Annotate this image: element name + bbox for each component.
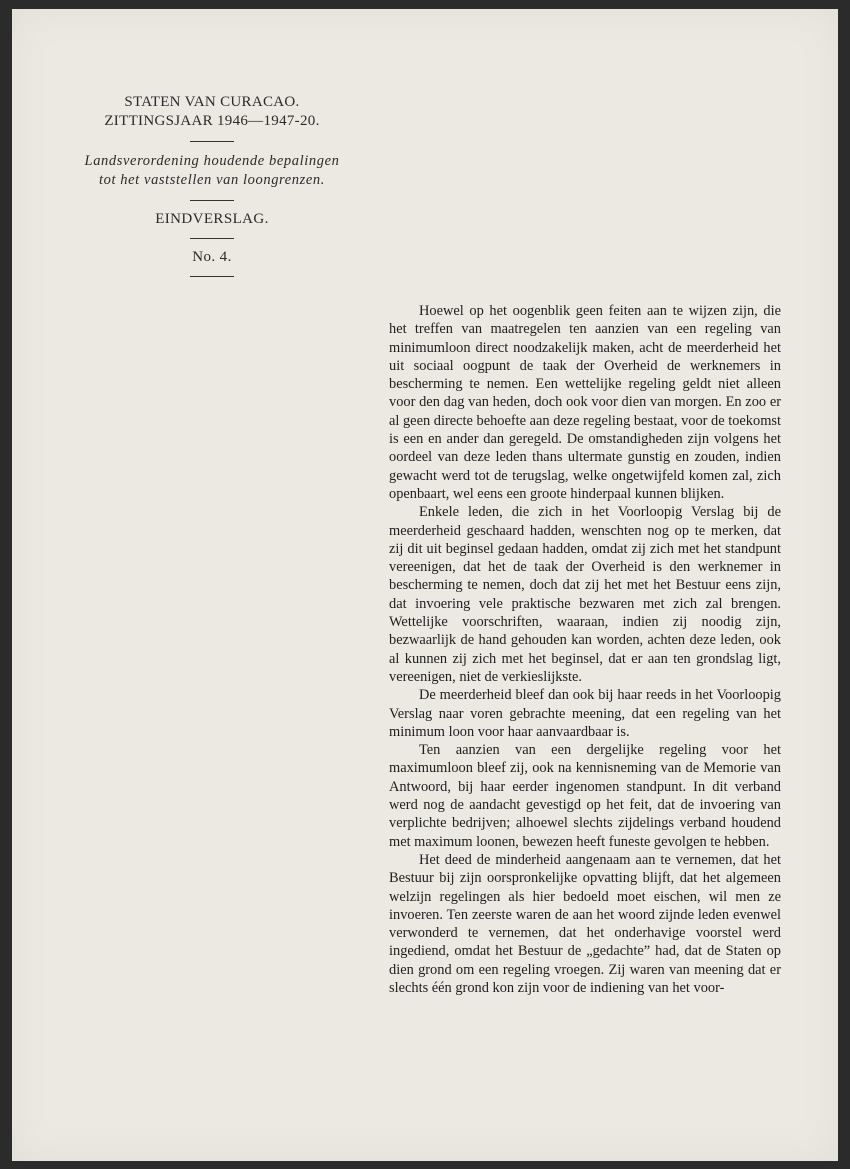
divider bbox=[190, 141, 234, 142]
document-header bbox=[62, 93, 362, 287]
assembly-title: STATEN VAN CURACAO. bbox=[124, 94, 300, 110]
document-number: No. 4. bbox=[192, 249, 232, 265]
paragraph: Het deed de minderheid aangenaam aan te vernemen, dat het Bestuur bij zijn oorspronkelijke opvatting blijft, dat het algemeen welzijn regelingen als hier bedoeld moet eischen, wil men ze invoeren. Ten zeerste waren de aan het woord zijnde leden evenwel verwonderd te vernemen, dat het onderhavige voorstel werd ingediend, omdat het Bestuur de „gedachte” had, dat de Staten op dien grond om een regeling vroegen. Zij waren van meening dat er slechts één grond kon zijn voor de indiening van het voor- bbox=[389, 851, 781, 996]
paragraph: Ten aanzien van een dergelijke regeling voor het maximumloon bleef zij, ook na kennisneming van de Memorie van Antwoord, bij haar eerder ingenomen standpunt. In dit verband werd nog de aandacht gevestigd op het feit, dat de invoering van verplichte bedrijven; alhoewel slechts zijdelings verband houdend met maximum loonen, bewezen heeft funeste gevolgen te hebben. bbox=[389, 742, 781, 850]
subject-line-2: tot het vaststellen van loongrenzen. bbox=[98, 172, 326, 188]
divider bbox=[190, 200, 234, 201]
paragraph: De meerderheid bleef dan ook bij haar reeds in het Voorloopig Verslag naar voren gebrachte meening, dat een regeling van het minimum loon voor haar aanvaardbaar is. bbox=[389, 687, 781, 740]
document-page bbox=[12, 9, 838, 1161]
report-type: EINDVERSLAG. bbox=[155, 211, 269, 227]
divider bbox=[190, 238, 234, 239]
paragraph: Enkele leden, die zich in het Voorloopig Verslag bij de meerderheid geschaard hadden, wenschten nog op te merken, dat zij dit uit beginsel gedaan hadden, omdat zij zich met het standpunt vereenigen, dat het de taak der Overheid is den werknemer in bescherming te nemen, doch dat zij het met het Bestuur eens zijn, dat invoering vele praktische bezwaren met zich zal brengen. Wettelijke voorschriften, waaraan, indien zij noodig zijn, bezwaarlijk de hand gehouden kan worden, achten deze leden, ook al kunnen zij zich met het beginsel, dat er aan ten grondslag ligt, vereenigen, niet de verkieslijkste. bbox=[389, 504, 781, 685]
subject-line-1: Landsverordening houdende bepalingen bbox=[84, 153, 340, 169]
session-year: ZITTINGSJAAR 1946—1947-20. bbox=[104, 113, 320, 129]
divider bbox=[190, 276, 234, 277]
paragraph: Hoewel op het oogenblik geen feiten aan te wijzen zijn, die het treffen van maatregelen ten aanzien van een regeling van minimumloon direct noodzakelijk maken, acht de meerderheid het uit sociaal oogpunt de taak der Overheid de werknemers in bescherming te nemen. Een wettelijke regeling geldt niet alleen voor den dag van heden, doch ook voor dien van morgen. En zoo er al geen directe behoefte aan deze regeling bestaat, voor de toekomst is een en ander dan geregeld. De omstandigheden zijn volgens het oordeel van deze leden thans ultermate gunstig en zouden, indien gewacht werd tot de terugslag, welke ongetwijfeld komen zal, zich openbaart, wel eens een groote hinderpaal kunnen blijken. bbox=[389, 303, 781, 502]
report-body bbox=[389, 302, 781, 997]
